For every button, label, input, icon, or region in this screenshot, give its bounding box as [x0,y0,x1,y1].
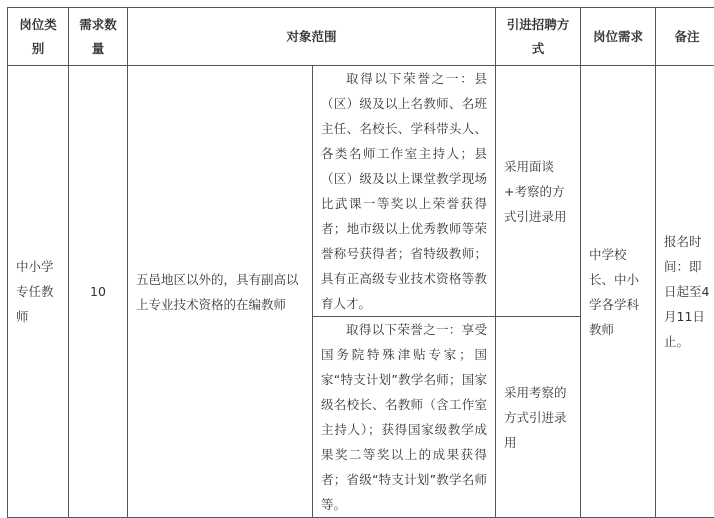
recruitment-table [7,7,714,518]
header-scope: 对象范围 [128,8,496,66]
cell-quantity: 10 [69,66,128,518]
header-recruitment-method: 引进招聘方式 [496,8,581,66]
cell-category: 中小学专任教师 [8,66,69,518]
header-quantity: 需求数量 [69,8,128,66]
cell-scope-condition-1: 取得以下荣誉之一：县（区）级及以上名教师、名班主任、名校长、学科带头人、各类名师工作室主持人；县（区）级及以上课堂教学现场比武课一等奖以上荣誉获得者；地市级以上优秀教师等荣誉称号获得者；省特级教师；具有正高级专业技术资格等教育人才。 [313,66,496,317]
table-header-row [8,8,714,66]
header-position-demand: 岗位需求 [581,8,656,66]
cell-remarks: 报名时间：即日起至4月11日止。 [656,66,714,518]
header-category: 岗位类别 [8,8,69,66]
header-remarks: 备注 [656,8,714,66]
cell-position-demand: 中学校长、中小学各学科教师 [581,66,656,518]
cell-method-1: 采用面谈+考察的方式引进录用 [496,66,581,317]
cell-scope-general: 五邑地区以外的，具有副高以上专业技术资格的在编教师 [128,66,313,518]
cell-scope-condition-2: 取得以下荣誉之一：享受国务院特殊津贴专家；国家“特支计划”教学名师；国家级名校长、名教师（含工作室主持人）；获得国家级教学成果奖二等奖以上的成果获得者；省级“特支计划”教学名师等。 [313,317,496,518]
table-row [8,66,714,317]
cell-method-2: 采用考察的方式引进录用 [496,317,581,518]
